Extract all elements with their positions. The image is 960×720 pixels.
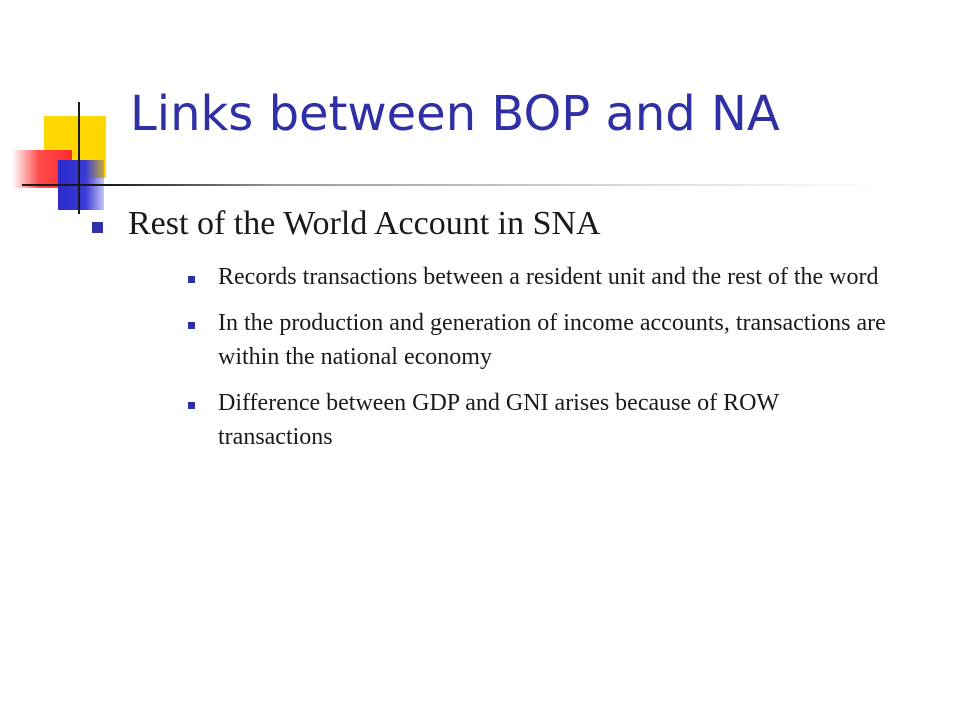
- sub-bullet-text: Difference between GDP and GNI arises because of ROW transactions: [218, 390, 779, 450]
- square-bullet-icon: [92, 222, 103, 233]
- square-bullet-icon: [188, 402, 195, 409]
- sub-bullet: [188, 260, 898, 294]
- main-bullet: [92, 202, 912, 246]
- square-bullet-icon: [188, 276, 195, 283]
- main-bullet-text: Rest of the World Account in SNA: [128, 205, 601, 242]
- sub-bullet-list: [188, 260, 912, 454]
- sub-bullet-text: In the production and generation of income accounts, transactions are within the national economy: [218, 310, 886, 370]
- slide-title: Links between BOP and NA: [130, 86, 780, 142]
- sub-bullet: [188, 386, 898, 454]
- sub-bullet-text: Records transactions between a resident unit and the rest of the word: [218, 264, 879, 290]
- title-underline: [22, 184, 882, 186]
- sub-bullet: [188, 306, 898, 374]
- vertical-rule: [78, 102, 80, 214]
- square-bullet-icon: [188, 322, 195, 329]
- slide-content: [92, 202, 912, 466]
